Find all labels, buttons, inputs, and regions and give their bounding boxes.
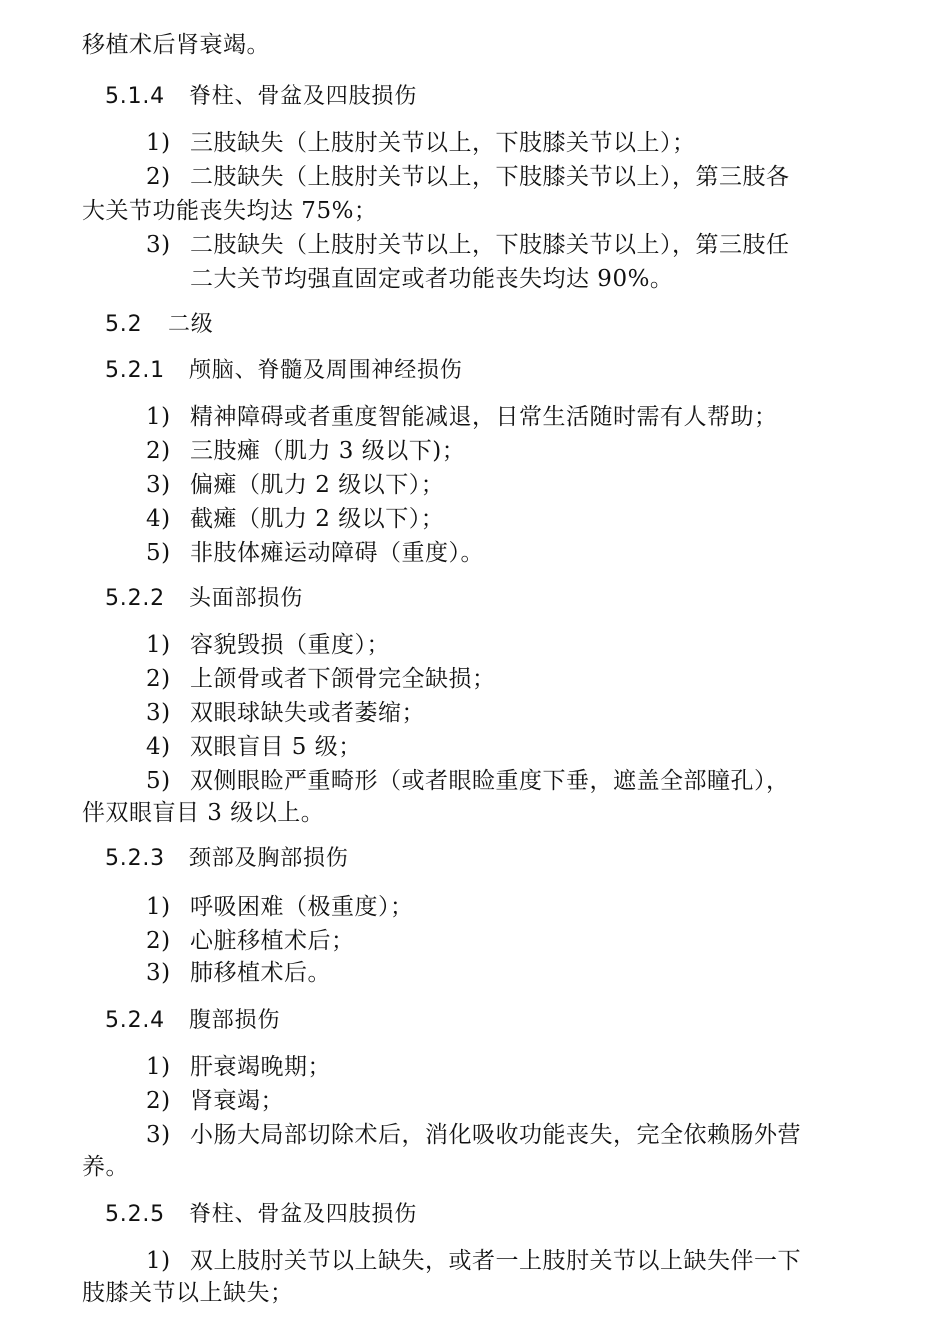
item-number: 2): [146, 438, 171, 464]
list-item: [146, 504, 444, 534]
item-text: 小肠大局部切除术后，消化吸收功能丧失，完全依赖肠外营: [190, 1122, 801, 1148]
item-number: 1): [146, 404, 171, 430]
item-continuation: 二大关节均强直固定或者功能丧失均达 90%。: [190, 266, 674, 292]
section-heading-5-2-1: [105, 356, 463, 386]
item-continuation: 养。: [82, 1154, 129, 1180]
section-number: 5.2.1: [105, 358, 165, 383]
item-number: 2): [146, 928, 171, 954]
section-title: 头面部损伤: [189, 586, 304, 611]
item-number: 1): [146, 1248, 171, 1274]
section-title: 颈部及胸部损伤: [189, 846, 349, 871]
item-number: 5): [146, 768, 171, 794]
paragraph-continuation: 移植术后肾衰竭。: [82, 32, 270, 58]
section-heading-5-1-4: [105, 82, 417, 112]
item-number: 1): [146, 632, 171, 658]
item-text: 双侧眼睑严重畸形（或者眼睑重度下垂，遮盖全部瞳孔），: [190, 768, 790, 794]
item-number: 4): [146, 506, 171, 532]
section-heading-5-2-4: [105, 1006, 280, 1036]
item-number: 5): [146, 540, 171, 566]
item-text: 双眼球缺失或者萎缩；: [190, 700, 425, 726]
item-continuation: 大关节功能丧失均达 75%；: [82, 198, 378, 224]
item-number: 4): [146, 734, 171, 760]
item-continuation: 伴双眼盲目 3 级以上。: [82, 800, 325, 826]
item-number: 3): [146, 1122, 171, 1148]
list-item: [146, 664, 496, 694]
item-text: 肝衰竭晚期；: [190, 1054, 331, 1080]
item-number: 1): [146, 130, 171, 156]
section-number: 5.2.4: [105, 1008, 165, 1033]
list-item: [146, 698, 425, 728]
item-text: 呼吸困难（极重度）；: [190, 894, 414, 920]
list-item: [146, 926, 355, 956]
list-item: [146, 630, 390, 660]
list-item: [146, 470, 444, 500]
section-title: 脊柱、骨盆及四肢损伤: [189, 1202, 418, 1227]
item-text: 肾衰竭；: [190, 1088, 284, 1114]
item-text: 精神障碍或者重度智能减退，日常生活随时需有人帮助；: [190, 404, 778, 430]
list-item: [146, 732, 362, 762]
section-number: 5.2: [105, 312, 143, 337]
section-title: 腹部损伤: [189, 1008, 281, 1033]
list-item: [146, 538, 484, 568]
item-number: 2): [146, 164, 171, 190]
section-number: 5.2.3: [105, 846, 165, 871]
item-text: 肺移植术后。: [190, 960, 331, 986]
item-text: 双上肢肘关节以上缺失，或者一上肢肘关节以上缺失伴一下: [190, 1248, 801, 1274]
list-item: [146, 1052, 331, 1082]
item-text: 二肢缺失（上肢肘关节以上，下肢膝关节以上），第三肢任: [190, 232, 790, 258]
item-text: 非肢体瘫运动障碍（重度）。: [190, 540, 484, 566]
item-text: 心脏移植术后；: [190, 928, 355, 954]
list-item: [146, 128, 696, 158]
list-item: [146, 436, 465, 466]
item-number: 3): [146, 700, 171, 726]
section-title: 二级: [168, 312, 214, 337]
item-text: 二肢缺失（上肢肘关节以上，下肢膝关节以上），第三肢各: [190, 164, 790, 190]
item-text: 截瘫（肌力 2 级以下）；: [190, 506, 445, 532]
section-heading-5-2-2: [105, 584, 303, 614]
item-continuation: 肢膝关节以上缺失；: [82, 1280, 294, 1306]
item-number: 3): [146, 960, 171, 986]
item-number: 1): [146, 894, 171, 920]
item-number: 3): [146, 232, 171, 258]
item-number: 3): [146, 472, 171, 498]
item-number: 1): [146, 1054, 171, 1080]
list-item: [146, 1086, 284, 1116]
section-heading-5-2-5: [105, 1200, 417, 1230]
list-item: [146, 1246, 801, 1276]
list-item: [146, 162, 790, 192]
item-text: 三肢缺失（上肢肘关节以上，下肢膝关节以上）；: [190, 130, 696, 156]
item-number: 2): [146, 1088, 171, 1114]
item-number: 2): [146, 666, 171, 692]
section-title: 颅脑、脊髓及周围神经损伤: [189, 358, 463, 383]
item-text: 双眼盲目 5 级；: [190, 734, 362, 760]
list-item: [146, 1120, 801, 1150]
list-item: [146, 958, 331, 988]
list-item: [146, 766, 790, 796]
item-text: 偏瘫（肌力 2 级以下）；: [190, 472, 445, 498]
section-heading-5-2: [105, 310, 214, 340]
list-item: [146, 892, 414, 922]
section-heading-5-2-3: [105, 844, 349, 874]
list-item: [146, 402, 778, 432]
section-number: 5.2.2: [105, 586, 165, 611]
section-number: 5.2.5: [105, 1202, 165, 1227]
list-item: [146, 230, 790, 260]
section-title: 脊柱、骨盆及四肢损伤: [189, 84, 418, 109]
section-number: 5.1.4: [105, 84, 165, 109]
item-text: 三肢瘫（肌力 3 级以下)；: [190, 438, 466, 464]
item-text: 容貌毁损（重度）；: [190, 632, 390, 658]
item-text: 上颌骨或者下颌骨完全缺损；: [190, 666, 496, 692]
